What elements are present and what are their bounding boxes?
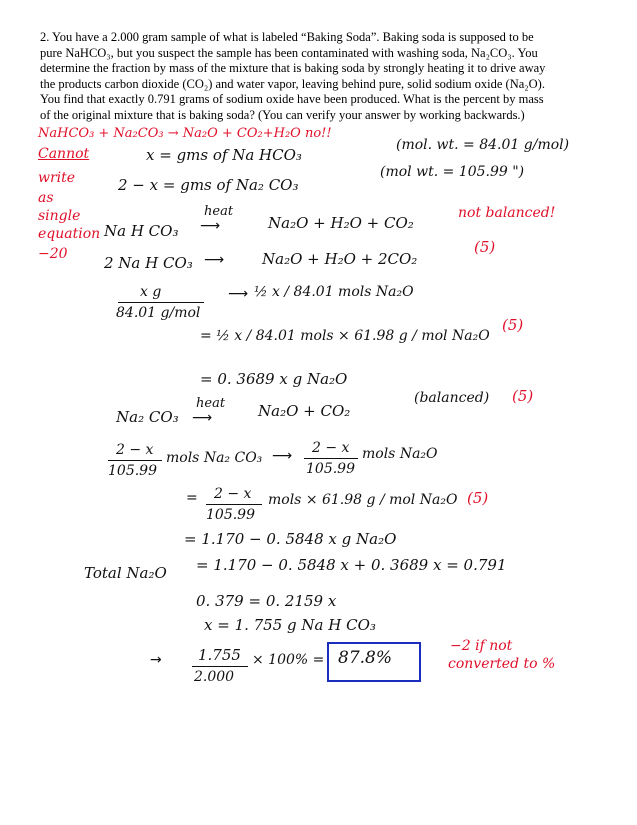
mol-wt-nahco3: (mol. wt. = 84.01 g/mol) [396,137,570,153]
step4-right-numerator: 2 − x [312,440,350,456]
reaction-arrow-icon: ⟶ [272,448,293,464]
problem-line: pure NaHCO₃, but you suspect the sample has been contaminated with washing soda, Na₂CO₃. You [40,45,538,60]
final-denominator: 2.000 [194,669,235,685]
reaction-arrow-icon: ⟶ [192,410,213,426]
fraction-bar [192,666,248,667]
final-answer: 87.8% [338,648,393,668]
two-minus-x-definition: 2 − x = gms of Na₂ CO₃ [118,176,299,194]
final-multiplier: × 100% = [252,652,325,668]
red-write: write [38,170,76,186]
frac1-denominator: 84.01 g/mol [116,305,201,321]
red-converted: converted to % [448,656,556,672]
rxn1b-reactant: 2 Na H CO₃ [104,254,193,272]
red-top-equation: NaHCO₃ + Na₂CO₃ → Na₂O + CO₂+H₂O no!! [38,126,332,141]
fraction-bar [206,504,262,505]
reaction-arrow-icon: ⟶ [228,286,249,302]
fraction-bar [304,458,358,459]
step5-denominator: 105.99 [206,507,255,523]
equals-sign: = [186,490,198,506]
total-label: Total Na₂O [84,564,167,582]
result-arrow-icon: → [150,652,162,668]
total-equation: = 1.170 − 0. 5848 x + 0. 3689 x = 0.791 [196,556,507,574]
red-not-balanced: not balanced! [458,205,556,221]
fraction-bar [108,460,162,461]
step6: = 1.170 − 0. 5848 x g Na₂O [184,530,397,548]
step3: = 0. 3689 x g Na₂O [200,370,348,388]
heat-label-1: heat [204,204,234,219]
problem-line: of the original mixture that is baking soda? (You can verify your answer by working backwards.) [40,107,525,122]
heat-label-2: heat [196,396,226,411]
step4-right-denominator: 105.99 [306,461,355,477]
step1-result: ½ x / 84.01 mols Na₂O [254,284,414,300]
rxn1-products: Na₂O + H₂O + CO₂ [268,214,414,232]
red-cannot: Cannot [38,146,90,162]
fraction-bar [118,302,204,303]
step4-left-denominator: 105.99 [108,463,157,479]
step4-right-tail: mols Na₂O [362,446,438,462]
red-penalty: −20 [38,246,68,262]
red-minus-two: −2 if not [450,638,513,654]
mol-wt-na2co3: (mol wt. = 105.99 ") [380,164,525,180]
frac1-numerator: x g [140,284,162,300]
red-as: as [38,190,54,206]
step5-tail: mols × 61.98 g / mol Na₂O [268,492,458,508]
red-points-3: (5) [512,387,534,405]
reaction-arrow-icon: ⟶ [200,218,221,234]
problem-line: 2. You have a 2.000 gram sample of what is labeled “Baking Soda”. Baking soda is supposed to be [40,30,534,44]
red-equation: equation [38,226,101,242]
step5-numerator: 2 − x [214,486,252,502]
problem-statement [40,30,610,124]
step7: 0. 379 = 0. 2159 x [196,592,337,610]
rxn2-reactant: Na₂ CO₃ [116,408,179,426]
step4-left-numerator: 2 − x [116,442,154,458]
red-points-4: (5) [467,489,489,507]
step4-left-tail: mols Na₂ CO₃ [166,450,263,466]
reaction-arrow-icon: ⟶ [204,252,225,268]
step8: x = 1. 755 g Na H CO₃ [204,616,376,634]
rxn1b-products: Na₂O + H₂O + 2CO₂ [262,250,418,268]
red-points-1: (5) [474,238,496,256]
rxn2-products: Na₂O + CO₂ [258,402,351,420]
balanced-note: (balanced) [414,390,490,406]
problem-line: the products carbon dioxide (CO₂) and water vapor, leaving behind pure, solid sodium oxide (Na₂O). [40,76,545,91]
x-definition: x = gms of Na HCO₃ [146,146,302,164]
step2: = ½ x / 84.01 mols × 61.98 g / mol Na₂O [200,328,490,344]
problem-line: determine the fraction by mass of the mixture that is baking soda by strongly heating it to drive away [40,61,546,76]
red-points-2: (5) [502,316,524,334]
rxn1-reactant: Na H CO₃ [104,222,179,240]
final-numerator: 1.755 [198,646,241,664]
red-single: single [38,208,81,224]
problem-line: You find that exactly 0.791 grams of sodium oxide have been produced. What is the percent by mass [40,92,544,107]
